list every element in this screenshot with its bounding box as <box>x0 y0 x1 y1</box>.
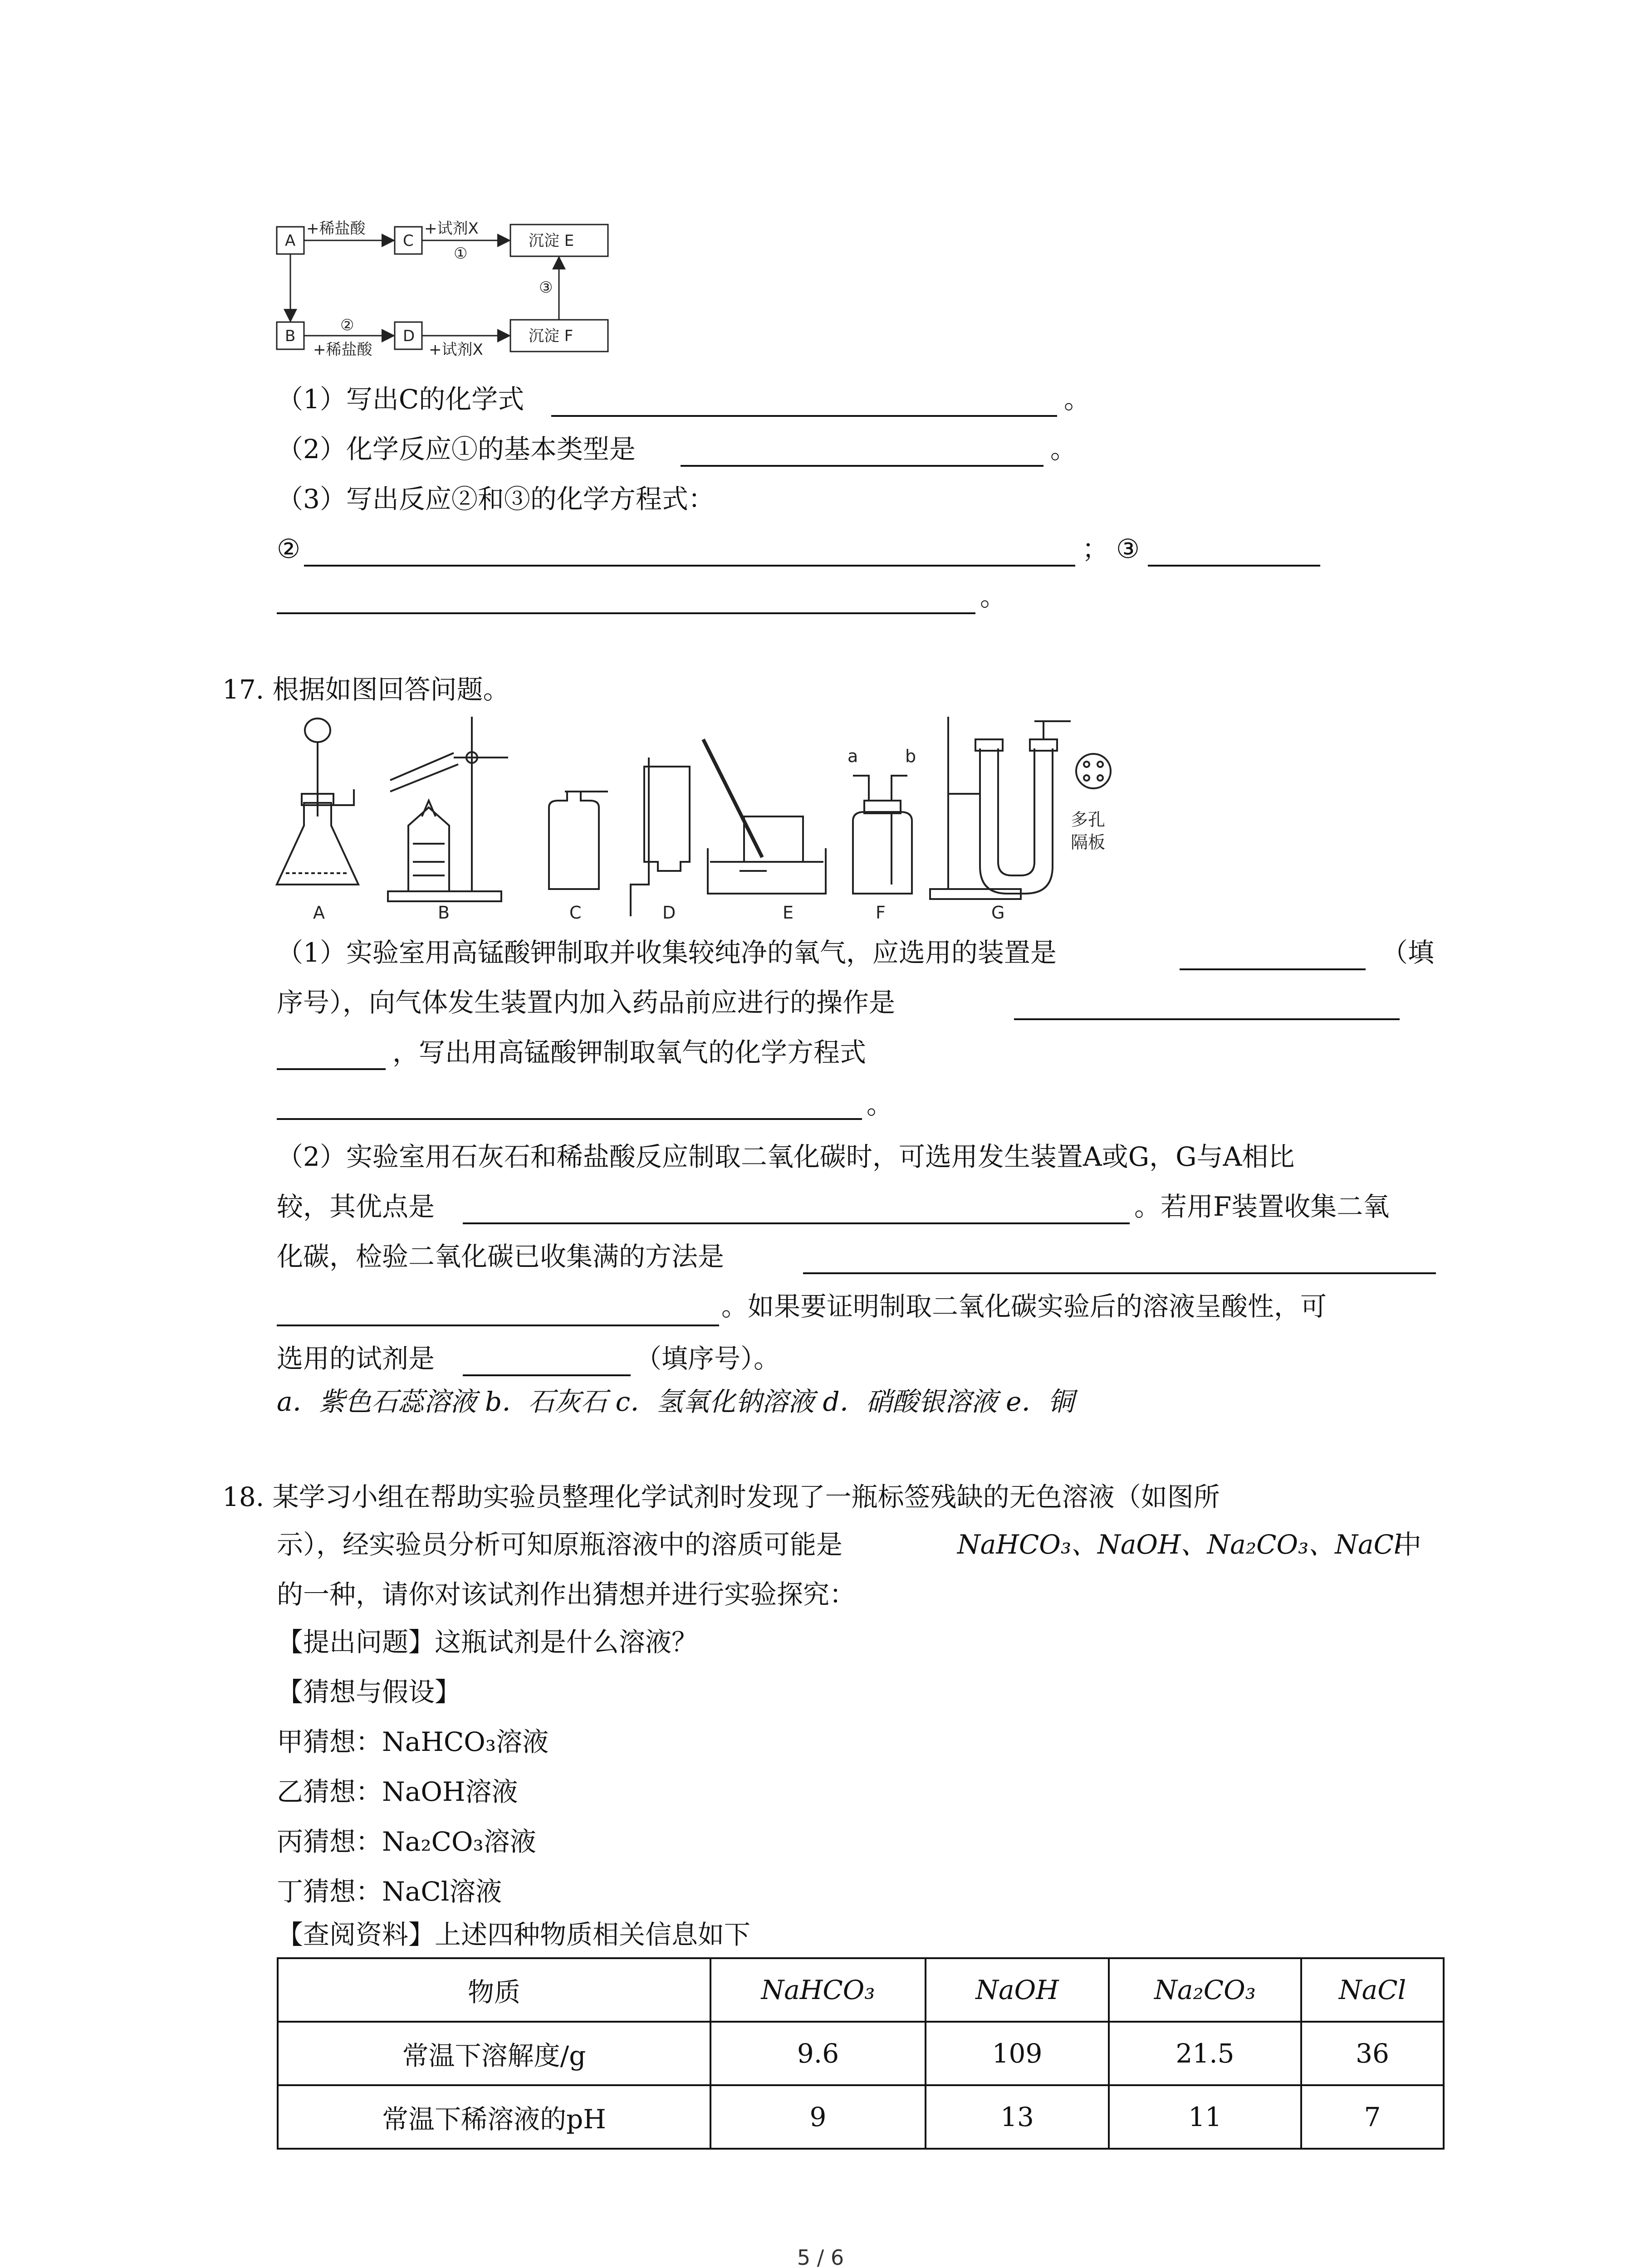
box-b-label: B <box>285 327 296 345</box>
label-c: C <box>569 903 582 923</box>
table-cell: 9 <box>710 2085 926 2149</box>
q16-mark-2: ② <box>277 533 300 564</box>
q17-p1-line3: ，写出用高锰酸钾制取氧气的化学方程式 <box>392 1037 867 1068</box>
q17-p2-line2b: 。若用F装置收集二氧 <box>1134 1191 1390 1222</box>
q16-separator: ； <box>1082 533 1109 564</box>
q17-p2-line4: 。如果要证明制取二氧化碳实验后的溶液呈酸性，可 <box>721 1291 1327 1322</box>
table-header-cell: NaCl <box>1301 1958 1444 2022</box>
porous-plate-label-2: 隔板 <box>1071 832 1106 852</box>
arrow-bd-label: +稀盐酸 <box>313 341 372 359</box>
arrow-bd-num: ② <box>340 316 354 334</box>
q16-part3: （3）写出反应②和③的化学方程式： <box>277 484 715 514</box>
q17-p1-line2: 序号），向气体发生装置内加入药品前应进行的操作是 <box>277 987 896 1018</box>
q16-part2-end: 。 <box>1050 434 1077 464</box>
box-c-label: C <box>403 232 414 250</box>
q17-stem: 17. 根据如图回答问题。 <box>222 674 509 705</box>
q18-reference: 【查阅资料】上述四种物质相关信息如下 <box>277 1919 751 1950</box>
arrow-df-label: +试剂X <box>429 341 483 359</box>
table-cell: 7 <box>1301 2085 1444 2149</box>
table-header-cell: Na₂CO₃ <box>1109 1958 1301 2022</box>
apparatus-g <box>930 717 1111 899</box>
label-e: E <box>783 903 794 923</box>
table-cell: 常温下稀溶液的pH <box>278 2085 710 2149</box>
label-a-small: a <box>847 746 858 766</box>
q17-blank-device[interactable] <box>1180 968 1366 970</box>
q17-p2-line3: 化碳，检验二氧化碳已收集满的方法是 <box>277 1241 725 1272</box>
label-d: D <box>662 903 676 923</box>
q17-p2-line2a: 较，其优点是 <box>277 1191 435 1222</box>
q17-blank-equation[interactable] <box>277 1118 862 1120</box>
apparatus-b <box>388 717 508 901</box>
page-number: 5 / 6 <box>797 2245 844 2268</box>
q18-line3: 的一种，请你对该试剂作出猜想并进行实验探究： <box>277 1579 856 1610</box>
q17-p2-line5b: （填序号）。 <box>635 1343 780 1374</box>
properties-table <box>277 1957 1445 2150</box>
q18-question: 【提出问题】这瓶试剂是什么溶液？ <box>277 1627 698 1657</box>
table-row <box>278 2022 1444 2085</box>
q16-blank-eq3b[interactable] <box>277 612 975 614</box>
q18-hypothesis: 【猜想与假设】 <box>277 1677 461 1707</box>
q18-line2a: 示），经实验员分析可知原瓶溶液中的溶质可能是 <box>277 1529 843 1560</box>
table-header-cell: 物质 <box>278 1958 710 2022</box>
q17-blank-operation-a[interactable] <box>1014 1018 1400 1020</box>
label-g: G <box>991 903 1005 923</box>
label-a: A <box>313 903 325 923</box>
q17-blank-method-a[interactable] <box>803 1272 1436 1274</box>
q16-blank-eq2[interactable] <box>304 565 1075 567</box>
q18-guess-c: 丙猜想：Na₂CO₃溶液 <box>277 1826 536 1857</box>
q16-blank-2[interactable] <box>681 465 1043 467</box>
label-b-small: b <box>905 746 916 766</box>
table-cell: 9.6 <box>710 2022 926 2085</box>
q17-blank-operation-b[interactable] <box>277 1068 386 1070</box>
box-f-label: 沉淀 F <box>529 327 573 345</box>
flow-chart <box>272 213 617 363</box>
label-b: B <box>438 903 450 923</box>
table-cell: 11 <box>1109 2085 1301 2149</box>
q17-p1-line1a: （1）实验室用高锰酸钾制取并收集较纯净的氧气，应选用的装置是 <box>277 937 1057 968</box>
q17-blank-method-b[interactable] <box>277 1325 719 1326</box>
q17-blank-reagent[interactable] <box>463 1374 631 1376</box>
apparatus-figure <box>272 712 1134 925</box>
arrow-fe-num: ③ <box>539 279 553 297</box>
table-cell: 13 <box>926 2085 1109 2149</box>
q18-solutes: NaHCO₃、NaOH、Na₂CO₃、NaCl <box>957 1529 1402 1560</box>
q16-blank-1[interactable] <box>551 415 1057 417</box>
table-header-cell: NaHCO₃ <box>710 1958 926 2022</box>
box-e-label: 沉淀 E <box>529 232 574 250</box>
table-cell: 21.5 <box>1109 2022 1301 2085</box>
table-cell: 109 <box>926 2022 1109 2085</box>
q16-end: 。 <box>980 581 1007 612</box>
table-cell: 常温下溶解度/g <box>278 2022 710 2085</box>
apparatus-f <box>853 776 912 894</box>
apparatus-e <box>703 739 826 894</box>
q18-line2b: 中 <box>1395 1529 1422 1560</box>
q16-part1-end: 。 <box>1064 384 1091 415</box>
q17-p1-line4-end: 。 <box>867 1089 893 1120</box>
apparatus-d <box>631 758 690 916</box>
table-row <box>278 2085 1444 2149</box>
q17-p1-line1b: （填 <box>1381 937 1435 968</box>
arrow-ac-label: +稀盐酸 <box>306 220 366 238</box>
q18-guess-d: 丁猜想：NaCl溶液 <box>277 1876 502 1907</box>
apparatus-c <box>549 792 608 889</box>
q18-line1: 18. 某学习小组在帮助实验员整理化学试剂时发现了一瓶标签残缺的无色溶液（如图所 <box>222 1481 1220 1512</box>
arrow-ce-num: ① <box>454 244 468 263</box>
box-a-label: A <box>285 232 296 250</box>
q16-mark-3: ③ <box>1116 533 1140 564</box>
apparatus-a <box>277 719 358 885</box>
q16-part1: （1）写出C的化学式 <box>277 384 524 415</box>
arrow-ce-label: +试剂X <box>424 220 479 238</box>
table-cell: 36 <box>1301 2022 1444 2085</box>
q17-blank-advantage[interactable] <box>463 1222 1130 1224</box>
q16-blank-eq3a[interactable] <box>1148 565 1320 567</box>
table-header-cell: NaOH <box>926 1958 1109 2022</box>
table-row <box>278 1958 1444 2022</box>
box-d-label: D <box>403 327 415 345</box>
q17-p2-line5a: 选用的试剂是 <box>277 1343 435 1374</box>
label-f: F <box>876 903 886 923</box>
q18-guess-a: 甲猜想：NaHCO₃溶液 <box>277 1726 549 1757</box>
q17-p2-line1: （2）实验室用石灰石和稀盐酸反应制取二氧化碳时，可选用发生装置A或G，G与A相比 <box>277 1141 1295 1172</box>
porous-plate-label-1: 多孔 <box>1071 810 1106 830</box>
q18-guess-b: 乙猜想：NaOH溶液 <box>277 1776 518 1807</box>
q17-options: a．紫色石蕊溶液 b．石灰石 c．氢氧化钠溶液 d．硝酸银溶液 e．铜 <box>277 1386 1074 1417</box>
q16-part2: （2）化学反应①的基本类型是 <box>277 434 636 464</box>
